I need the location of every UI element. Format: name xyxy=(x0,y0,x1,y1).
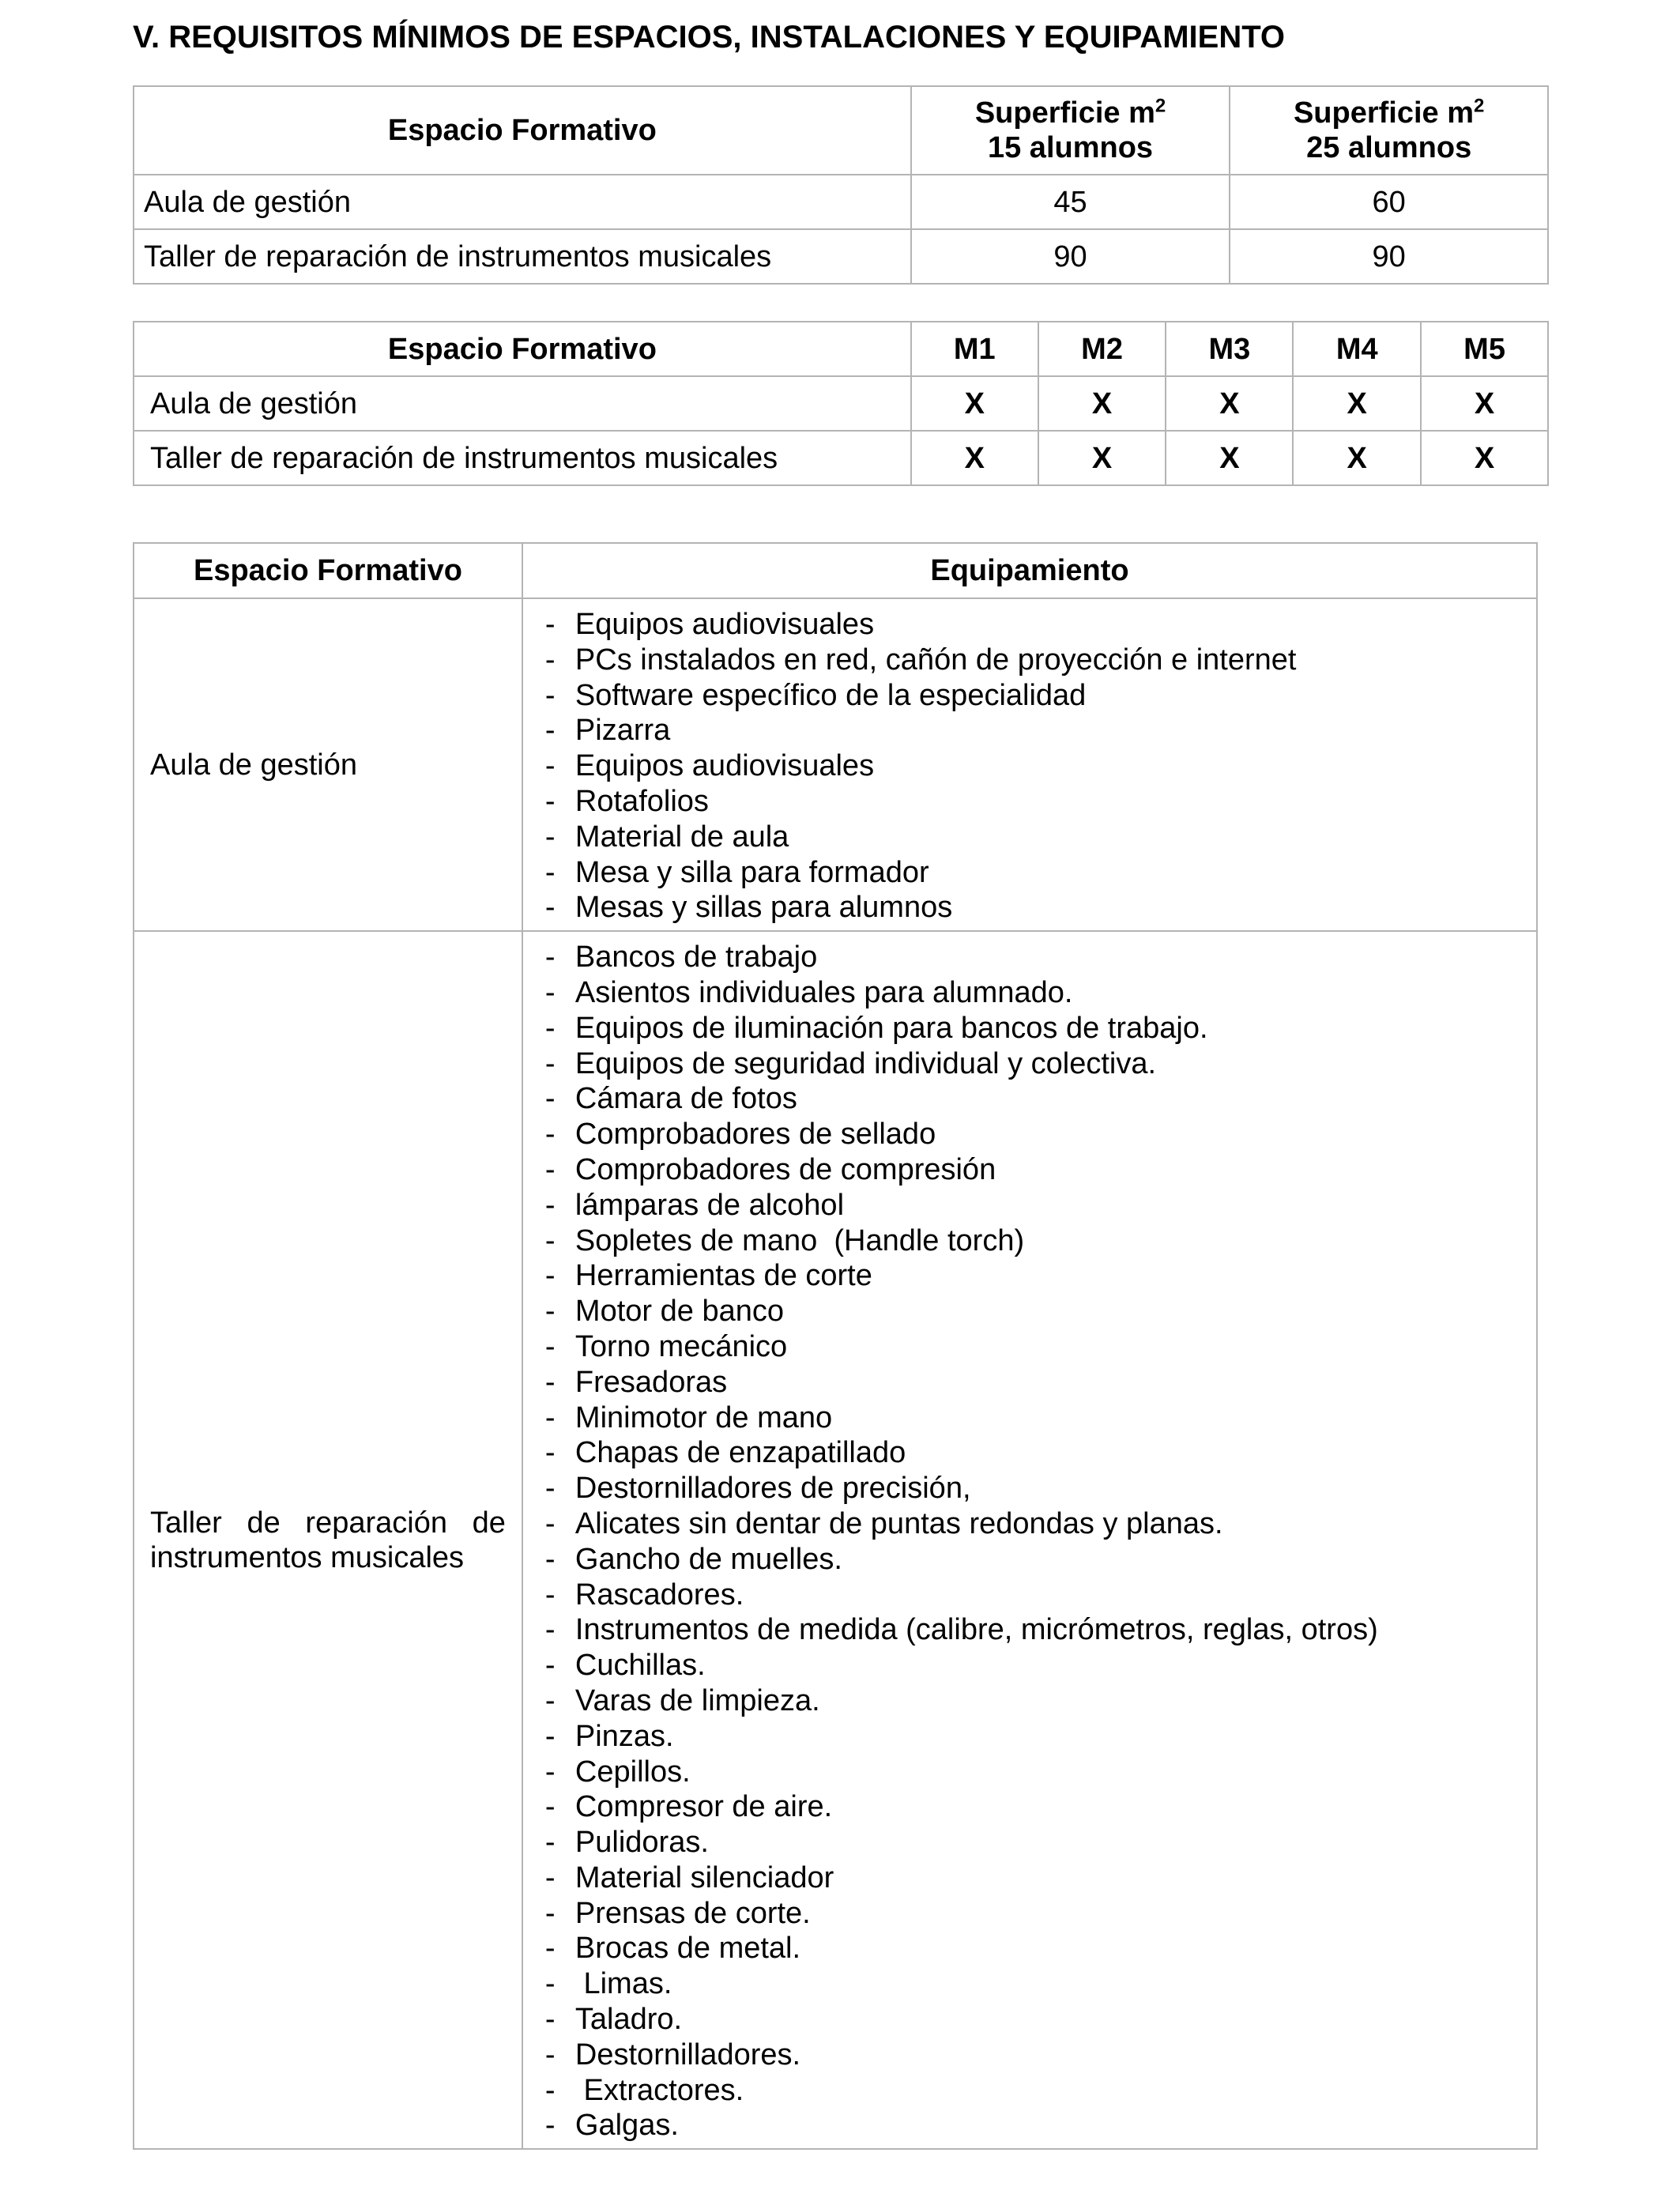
bullet-dash: - xyxy=(544,975,556,1009)
equipment-item: Sopletes de mano (Handle torch) xyxy=(574,1223,1025,1257)
list-item xyxy=(545,890,1536,925)
header-module-m3: M3 xyxy=(1166,322,1293,376)
module-mark: X xyxy=(1421,431,1548,485)
module-mark: X xyxy=(1421,376,1548,431)
list-item xyxy=(545,1966,1536,2002)
equipment-item: Comprobadores de compresión xyxy=(574,1152,996,1186)
equipment-item: Cuchillas. xyxy=(574,1649,706,1683)
bullet-dash: - xyxy=(544,1649,556,1683)
bullet-dash: - xyxy=(544,1011,556,1045)
equipment-item: Software específico de la especialidad xyxy=(574,678,1087,712)
bullet-dash: - xyxy=(544,643,556,677)
list-item xyxy=(545,1506,1536,1542)
bullet-dash: - xyxy=(544,1223,556,1257)
space-name: Taller de reparación de instrumentos musicales xyxy=(134,229,911,284)
list-item xyxy=(545,1896,1536,1932)
module-mark: X xyxy=(1166,431,1293,485)
list-item xyxy=(545,1825,1536,1860)
equipment-item: Equipos de iluminación para bancos de trabajo. xyxy=(574,1011,1208,1045)
module-mark: X xyxy=(911,376,1038,431)
list-item xyxy=(545,2038,1536,2073)
equipment-item: Destornilladores. xyxy=(574,2038,801,2071)
equipment-item: Herramientas de corte xyxy=(574,1259,872,1293)
bullet-dash: - xyxy=(544,1790,556,1824)
equipment-item: Taladro. xyxy=(574,2003,683,2037)
equipment-list-cell xyxy=(522,598,1537,931)
bullet-dash: - xyxy=(544,1400,556,1434)
bullet-dash: - xyxy=(544,1896,556,1930)
equipment-item: Brocas de metal. xyxy=(574,1932,801,1966)
list-item xyxy=(545,940,1536,975)
equipment-item: Material de aula xyxy=(574,820,789,854)
bullet-dash: - xyxy=(544,1755,556,1789)
equipment-item: Pizarra xyxy=(574,714,671,748)
table-row xyxy=(134,376,1548,431)
equipment-item: Extractores. xyxy=(574,2073,744,2107)
space-name: Taller de reparación de instrumentos musicales xyxy=(134,931,522,2149)
list-item xyxy=(545,2073,1536,2109)
equipment-item: Varas de limpieza. xyxy=(574,1683,820,1717)
header-module-m1: M1 xyxy=(911,322,1038,376)
bullet-dash: - xyxy=(544,1295,556,1329)
bullet-dash: - xyxy=(544,1578,556,1612)
header-superficie-25-exponent: 2 xyxy=(1474,95,1485,117)
equipment-list-cell xyxy=(522,931,1537,2149)
header-espacio-formativo: Espacio Formativo xyxy=(134,322,911,376)
bullet-dash: - xyxy=(544,608,556,641)
list-item xyxy=(545,1719,1536,1755)
equipment-item: Minimotor de mano xyxy=(574,1400,833,1434)
surface-25-value: 60 xyxy=(1230,175,1548,229)
equipment-item: Rascadores. xyxy=(574,1578,744,1612)
bullet-dash: - xyxy=(544,1613,556,1647)
list-item xyxy=(545,1188,1536,1223)
equipment-item: Equipos audiovisuales xyxy=(574,749,875,783)
bullet-dash: - xyxy=(544,1152,556,1186)
equipment-item: Asientos individuales para alumnado. xyxy=(574,975,1073,1009)
list-item xyxy=(545,1046,1536,1082)
equipment-item: Motor de banco xyxy=(574,1295,784,1329)
bullet-dash: - xyxy=(544,820,556,854)
surface-table xyxy=(133,85,1549,285)
surface-15-value: 45 xyxy=(911,175,1230,229)
list-item xyxy=(545,2002,1536,2038)
list-item xyxy=(545,820,1536,855)
module-mark: X xyxy=(1166,376,1293,431)
list-item xyxy=(545,975,1536,1011)
table-row xyxy=(134,598,1537,931)
header-module-m4: M4 xyxy=(1293,322,1421,376)
equipment-item: Compresor de aire. xyxy=(574,1790,833,1824)
list-item xyxy=(545,1258,1536,1294)
equipment-item: Torno mecánico xyxy=(574,1329,788,1363)
list-item xyxy=(545,1081,1536,1117)
list-item xyxy=(545,1789,1536,1825)
bullet-dash: - xyxy=(544,2109,556,2143)
header-superficie-15-exponent: 2 xyxy=(1155,95,1166,117)
equipment-item: Bancos de trabajo xyxy=(574,941,818,974)
equipment-item: Instrumentos de medida (calibre, micrómetros, reglas, otros) xyxy=(574,1613,1378,1647)
list-item xyxy=(545,1152,1536,1188)
module-table-header xyxy=(134,322,1548,376)
equipment-item: Gancho de muelles. xyxy=(574,1542,842,1576)
bullet-dash: - xyxy=(544,1436,556,1470)
equipment-item: Material silenciador xyxy=(574,1860,834,1894)
module-mark: X xyxy=(1038,376,1166,431)
bullet-dash: - xyxy=(544,2073,556,2107)
table-row xyxy=(134,175,1548,229)
equipment-item: Alicates sin dentar de puntas redondas y planas. xyxy=(574,1506,1223,1540)
equipment-item: Destornilladores de precisión, xyxy=(574,1472,971,1506)
bullet-dash: - xyxy=(544,1506,556,1540)
header-superficie-25-students: 25 alumnos xyxy=(1306,131,1472,164)
bullet-dash: - xyxy=(544,941,556,974)
equipment-item: Mesas y sillas para alumnos xyxy=(574,891,953,925)
list-item xyxy=(545,678,1536,714)
header-superficie-25 xyxy=(1230,86,1548,175)
surface-25-value: 90 xyxy=(1230,229,1548,284)
list-item xyxy=(545,1755,1536,1790)
equipment-table-header xyxy=(134,543,1537,598)
equipment-item: Equipos de seguridad individual y colectiva. xyxy=(574,1046,1157,1080)
equipment-item: Chapas de enzapatillado xyxy=(574,1436,906,1470)
bullet-dash: - xyxy=(544,1967,556,2001)
list-item xyxy=(545,1365,1536,1400)
list-item xyxy=(545,1294,1536,1329)
bullet-dash: - xyxy=(544,714,556,748)
module-table xyxy=(133,321,1549,486)
equipment-item: Equipos audiovisuales xyxy=(574,608,875,641)
list-item xyxy=(545,2108,1536,2143)
space-name: Aula de gestión xyxy=(134,175,911,229)
section-title: V. REQUISITOS MÍNIMOS DE ESPACIOS, INSTALACIONES Y EQUIPAMIENTO xyxy=(133,20,1286,55)
equipment-item: Limas. xyxy=(574,1967,672,2001)
list-item xyxy=(545,748,1536,784)
module-mark: X xyxy=(1293,431,1421,485)
equipment-item: Pulidoras. xyxy=(574,1826,709,1860)
table-row xyxy=(134,431,1548,485)
equipment-list xyxy=(545,940,1536,2143)
bullet-dash: - xyxy=(544,1932,556,1966)
bullet-dash: - xyxy=(544,1472,556,1506)
equipment-item: PCs instalados en red, cañón de proyección e internet xyxy=(574,643,1297,677)
bullet-dash: - xyxy=(544,2038,556,2071)
bullet-dash: - xyxy=(544,1259,556,1293)
header-equipamiento: Equipamiento xyxy=(522,543,1537,598)
list-item xyxy=(545,855,1536,891)
equipment-item: Cepillos. xyxy=(574,1755,691,1789)
header-superficie-15-students: 15 alumnos xyxy=(987,131,1154,164)
list-item xyxy=(545,1011,1536,1046)
surface-table-header xyxy=(134,86,1548,175)
header-espacio-formativo: Espacio Formativo xyxy=(134,86,911,175)
equipment-table xyxy=(133,542,1538,2150)
list-item xyxy=(545,1400,1536,1436)
bullet-dash: - xyxy=(544,784,556,818)
list-item xyxy=(545,1117,1536,1152)
list-item xyxy=(545,607,1536,643)
bullet-dash: - xyxy=(544,1683,556,1717)
list-item xyxy=(545,1648,1536,1683)
list-item xyxy=(545,1683,1536,1719)
equipment-item: lámparas de alcohol xyxy=(574,1188,845,1222)
list-item xyxy=(545,1578,1536,1613)
equipment-item: Cámara de fotos xyxy=(574,1082,797,1116)
bullet-dash: - xyxy=(544,678,556,712)
header-superficie-15-label: Superficie m xyxy=(974,96,1155,130)
list-item xyxy=(545,643,1536,678)
table-row xyxy=(134,229,1548,284)
bullet-dash: - xyxy=(544,1365,556,1399)
list-item xyxy=(545,1471,1536,1506)
bullet-dash: - xyxy=(544,2003,556,2037)
bullet-dash: - xyxy=(544,1542,556,1576)
bullet-dash: - xyxy=(544,891,556,925)
list-item xyxy=(545,1435,1536,1471)
list-item xyxy=(545,1612,1536,1648)
bullet-dash: - xyxy=(544,1082,556,1116)
surface-15-value: 90 xyxy=(911,229,1230,284)
bullet-dash: - xyxy=(544,1118,556,1152)
module-mark: X xyxy=(1293,376,1421,431)
space-name: Aula de gestión xyxy=(134,598,522,931)
header-module-m5: M5 xyxy=(1421,322,1548,376)
equipment-item: Rotafolios xyxy=(574,784,709,818)
bullet-dash: - xyxy=(544,1188,556,1222)
header-module-m2: M2 xyxy=(1038,322,1166,376)
header-espacio-formativo: Espacio Formativo xyxy=(134,543,522,598)
space-name: Aula de gestión xyxy=(134,376,911,431)
bullet-dash: - xyxy=(544,1860,556,1894)
equipment-item: Prensas de corte. xyxy=(574,1896,811,1930)
space-name: Taller de reparación de instrumentos musicales xyxy=(134,431,911,485)
equipment-list xyxy=(545,607,1536,925)
bullet-dash: - xyxy=(544,1826,556,1860)
list-item xyxy=(545,1931,1536,1966)
bullet-dash: - xyxy=(544,1329,556,1363)
list-item xyxy=(545,1860,1536,1896)
equipment-item: Fresadoras xyxy=(574,1365,728,1399)
header-superficie-15 xyxy=(911,86,1230,175)
bullet-dash: - xyxy=(544,855,556,889)
bullet-dash: - xyxy=(544,749,556,783)
equipment-item: Comprobadores de sellado xyxy=(574,1118,936,1152)
list-item xyxy=(545,713,1536,748)
equipment-item: Pinzas. xyxy=(574,1719,674,1753)
list-item xyxy=(545,1542,1536,1578)
list-item xyxy=(545,1223,1536,1259)
list-item xyxy=(545,784,1536,820)
module-mark: X xyxy=(1038,431,1166,485)
table-row xyxy=(134,931,1537,2149)
bullet-dash: - xyxy=(544,1046,556,1080)
bullet-dash: - xyxy=(544,1719,556,1753)
equipment-item: Mesa y silla para formador xyxy=(574,855,929,889)
module-mark: X xyxy=(911,431,1038,485)
list-item xyxy=(545,1329,1536,1365)
header-superficie-25-label: Superficie m xyxy=(1293,96,1475,130)
equipment-item: Galgas. xyxy=(574,2109,679,2143)
